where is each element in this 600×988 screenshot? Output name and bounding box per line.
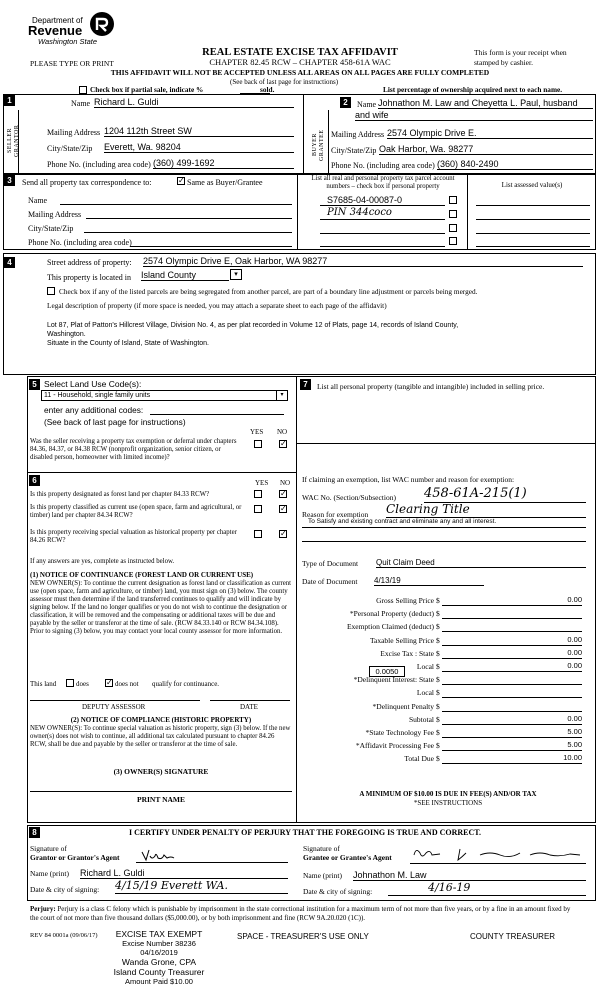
exemption-claim-label: If claiming an exemption, list WAC number and reason for exemption: bbox=[302, 475, 515, 484]
buyer-side-label: BUYER GRANTEE bbox=[312, 129, 325, 161]
seller-phone[interactable]: (360) 499-1692 bbox=[153, 158, 294, 169]
s3-city-label: City/State/Zip bbox=[28, 224, 74, 233]
seller-name-label: Name bbox=[71, 99, 91, 108]
s5-exemption-no-checkbox[interactable]: ✓ bbox=[280, 439, 287, 448]
doc-type-label: Type of Document bbox=[302, 559, 359, 568]
tax-row-value[interactable] bbox=[442, 609, 582, 619]
seller-phone-label: Phone No. (including area code) bbox=[47, 160, 151, 169]
segregated-label: Check box if any of the listed parcels are being segregated from another parcel, are part of a boundary line adjustment or parcels being merged. bbox=[59, 287, 478, 296]
tax-row-value[interactable]: 5.00 bbox=[442, 728, 582, 738]
tax-row-dollar: $ bbox=[436, 688, 440, 697]
see-instructions-note: *SEE INSTRUCTIONS bbox=[413, 799, 483, 807]
tax-row-dollar: $ bbox=[436, 662, 440, 671]
perjury-text: Perjury is a class C felony which is punishable by imprisonment in the state correctional institution for a maximum term of not more than five years, or by a fine in an amount fixed by the court of not more than five thousand dollars ($5,000.00), or by both imprisonment and fine (RCW 9A.20.020 (1C)). bbox=[30, 905, 571, 922]
s6-date-label: DATE bbox=[240, 703, 258, 711]
stamp-line-5: Island County Treasurer bbox=[113, 967, 205, 977]
send-correspondence-label: Send all property tax correspondence to: bbox=[22, 178, 152, 187]
tax-row-label: Exemption Claimed (deduct) bbox=[346, 622, 434, 631]
treasurer-use-only: SPACE - TREASURER'S USE ONLY bbox=[237, 932, 369, 941]
section-3-number: 3 bbox=[4, 175, 15, 186]
tax-row-label: *State Technology Fee bbox=[365, 728, 434, 737]
s5-see-back: (See back of last page for instructions) bbox=[44, 417, 186, 427]
notice-1-text: NEW OWNER(S): To continue the current designation as forest land or classification as current use (open space, farm and agriculture, or timber) land, you must sign on (3) below. The county assessor must then determine if the land transferred continues to qualify and will indicate by signing below. If the land no longer qualifies or you do not wish to continue the designation or classification, it will be removed and the compensating or additional taxes will be due and payable by the seller or transferor at the time of sale. (RCW 84.33.140 or RCW 84.34.108). Prior to signing (3) below, you may contact your local county assessor for more information. bbox=[30, 580, 292, 635]
partial-sale-label: Check box if partial sale, indicate % bbox=[90, 85, 204, 94]
stamp-line-4: Wanda Grone, CPA bbox=[121, 957, 197, 967]
parcel-number-1[interactable]: S7685-04-00087-0 bbox=[327, 195, 403, 205]
s6-q1-yes-checkbox[interactable] bbox=[254, 490, 262, 498]
s3-mailing-label: Mailing Address bbox=[28, 210, 82, 219]
land-use-label: Select Land Use Code(s): bbox=[44, 379, 142, 389]
does-label: does bbox=[76, 680, 89, 688]
sold-label: sold. bbox=[260, 85, 275, 94]
street-address[interactable]: 2574 Olympic Drive E, Oak Harbor, WA 98277 bbox=[143, 256, 583, 267]
does-not-label: does not bbox=[115, 680, 139, 688]
wac-label: WAC No. (Section/Subsection) bbox=[302, 493, 396, 502]
section-4-number: 4 bbox=[4, 257, 15, 268]
reason-text[interactable]: To Satisfy and existing contract and eliminate any and all interest. bbox=[308, 518, 497, 525]
tax-row-value[interactable] bbox=[442, 675, 582, 685]
additional-codes-label: enter any additional codes: bbox=[44, 405, 144, 415]
stamp-line-1: EXCISE TAX EXEMPT bbox=[115, 929, 203, 939]
buyer-name-line2[interactable]: and wife bbox=[355, 110, 593, 121]
section-2-number: 2 bbox=[340, 97, 351, 108]
tax-row-label: *Delinquent Interest: State bbox=[353, 675, 434, 684]
land-use-dropdown-icon: ▾ bbox=[276, 391, 287, 400]
tax-row-dollar: $ bbox=[436, 675, 440, 684]
buyer-phone[interactable]: (360) 840-2490 bbox=[437, 159, 593, 170]
parcel-number-2[interactable]: PIN 344coco bbox=[327, 207, 392, 218]
s6-q3: Is this property receiving special valuation as historical property per chapter 84.26 RCW? bbox=[30, 529, 237, 545]
tax-row-label: Taxable Selling Price bbox=[369, 636, 434, 645]
s3-name-label: Name bbox=[28, 196, 48, 205]
grantee-date[interactable]: 4/16-19 bbox=[388, 882, 586, 896]
notice-1-title: (1) NOTICE OF CONTINUANCE (FOREST LAND OR CURRENT USE) bbox=[30, 571, 254, 579]
tax-row-label: Excise Tax : State bbox=[380, 649, 434, 658]
s5-no-header: NO bbox=[277, 428, 288, 436]
wac-number[interactable]: 458-61A-215(1) bbox=[424, 487, 586, 503]
doc-type[interactable]: Quit Claim Deed bbox=[376, 558, 586, 568]
doc-date-label: Date of Document bbox=[302, 577, 358, 586]
parcel-4-personal-checkbox[interactable] bbox=[449, 237, 457, 245]
s6-q1: Is this property designated as forest land per chapter 84.33 RCW? bbox=[30, 491, 210, 498]
notice-2-title: (2) NOTICE OF COMPLIANCE (HISTORIC PROPERTY) bbox=[70, 716, 252, 724]
partial-sale-checkbox[interactable] bbox=[79, 86, 87, 94]
stamp-line-2: Excise Number 38236 bbox=[122, 939, 196, 948]
s6-q1-no-checkbox[interactable]: ✓ bbox=[280, 489, 287, 498]
county-treasurer-label: COUNTY TREASURER bbox=[470, 932, 556, 941]
seller-city[interactable]: Everett, Wa. 98204 bbox=[104, 142, 294, 153]
s6-any-yes: If any answers are yes, complete as instructed below. bbox=[30, 558, 175, 565]
grantor-sig-label-1: Signature of bbox=[30, 844, 67, 853]
deputy-assessor-label: DEPUTY ASSESSOR bbox=[82, 703, 146, 711]
dept-line2: Revenue bbox=[28, 23, 83, 38]
stamp-line-6: Amount Paid $10.00 bbox=[125, 977, 193, 986]
parcel-3-personal-checkbox[interactable] bbox=[449, 224, 457, 232]
grantee-date-label: Date & city of signing: bbox=[303, 887, 373, 896]
tax-row-value[interactable]: 0.00 bbox=[442, 596, 582, 606]
tax-row-dollar: $ bbox=[436, 649, 440, 658]
tax-row-label: Local bbox=[416, 688, 434, 697]
this-land-label: This land bbox=[30, 680, 57, 688]
ownership-note: List percentage of ownership acquired next to each name. bbox=[383, 85, 563, 94]
tax-row-value[interactable]: 0.00 bbox=[442, 649, 582, 659]
buyer-city[interactable]: Oak Harbor, Wa. 98277 bbox=[379, 144, 593, 155]
located-label: This property is located in bbox=[47, 273, 131, 282]
seller-name[interactable]: Richard L. Guldi bbox=[94, 97, 294, 108]
county-value: Island County bbox=[141, 270, 229, 281]
chapter-line: CHAPTER 82.45 RCW – CHAPTER 458-61A WAC bbox=[209, 57, 391, 67]
local-rate[interactable]: 0.0050 bbox=[369, 666, 405, 677]
tax-row-dollar: $ bbox=[436, 596, 440, 605]
personal-property-label: List all personal property (tangible and intangible) included in selling price. bbox=[317, 382, 545, 391]
print-name-label: PRINT NAME bbox=[137, 795, 185, 804]
s6-yes-header: YES bbox=[255, 479, 269, 487]
does-checkbox[interactable] bbox=[66, 679, 74, 687]
grantee-sig-label-2: Grantee or Grantee's Agent bbox=[303, 853, 392, 862]
section-7-number: 7 bbox=[300, 379, 311, 390]
s6-q2: Is this property classified as current use (open space, farm and agricultural, or timber) land per chapter 84.34 RCW? bbox=[30, 504, 242, 520]
grantee-sig-label-1: Signature of bbox=[303, 844, 340, 853]
s5-yes-header: YES bbox=[250, 428, 264, 436]
grantor-name-label: Name (print) bbox=[30, 869, 69, 878]
does-not-checkbox[interactable]: ✓ bbox=[106, 678, 113, 687]
seller-mailing[interactable]: 1204 112th Street SW bbox=[104, 126, 294, 137]
tax-row-value[interactable] bbox=[442, 688, 582, 698]
county-dropdown-button[interactable]: ▾ bbox=[230, 269, 242, 280]
receipt-note: This form is your receipt when stamped by cashier. bbox=[474, 48, 567, 67]
tax-row-dollar: $ bbox=[436, 636, 440, 645]
legal-line-3: Situate in the County of Island, State of Washington. bbox=[47, 340, 210, 347]
tax-row-value[interactable] bbox=[442, 622, 582, 632]
tax-row-dollar: $ bbox=[436, 754, 440, 763]
revenue-logo-icon bbox=[89, 11, 115, 37]
qualify-label: qualify for continuance. bbox=[152, 680, 220, 688]
seller-side-label: SELLER GRANTOR bbox=[7, 124, 20, 158]
seller-city-label: City/State/Zip bbox=[47, 144, 93, 153]
grantee-name[interactable]: Johnathon M. Law bbox=[353, 870, 586, 881]
grantee-name-label: Name (print) bbox=[303, 871, 342, 880]
tax-row-dollar: $ bbox=[436, 622, 440, 631]
grantee-signature[interactable] bbox=[410, 845, 585, 863]
grantor-date-label: Date & city of signing: bbox=[30, 885, 100, 894]
perjury-label: Perjury: bbox=[30, 905, 56, 913]
parcel-1-personal-checkbox[interactable] bbox=[449, 196, 457, 204]
form-revision: REV 84 0001a (09/06/17) bbox=[30, 932, 98, 939]
grantor-signature[interactable] bbox=[140, 846, 180, 862]
tax-row-dollar: $ bbox=[436, 741, 440, 750]
reason-handwritten[interactable]: Clearing Title bbox=[386, 503, 586, 518]
seller-mailing-label: Mailing Address bbox=[47, 128, 101, 137]
s6-q3-yes-checkbox[interactable] bbox=[254, 530, 262, 538]
street-label: Street address of property: bbox=[47, 258, 132, 267]
land-use-value: 11 - Household, single family units bbox=[44, 392, 151, 399]
s6-no-header: NO bbox=[280, 479, 291, 487]
s6-q2-no-checkbox[interactable]: ✓ bbox=[280, 504, 287, 513]
s3-phone-label: Phone No. (including area code) bbox=[28, 238, 132, 247]
tax-row-label: Total Due bbox=[404, 754, 434, 763]
same-as-buyer-checkbox[interactable]: ✓ bbox=[178, 176, 185, 185]
notice-2-text: NEW OWNER(S): To continue special valuation as historic property, sign (3) below. If the new owner(s) does not wish to continue, all additional tax calculated pursuant to chapter 84.26 RCW, shall be due and payable by the seller or transferor at the time of sale. bbox=[30, 725, 291, 748]
section-4-box bbox=[3, 253, 596, 375]
tax-row-dollar: $ bbox=[436, 702, 440, 711]
parcel-2-personal-checkbox[interactable] bbox=[449, 210, 457, 218]
section-1-number: 1 bbox=[4, 95, 15, 106]
dept-line3: Washington State bbox=[38, 37, 98, 46]
grantor-sig-label-2: Grantor or Grantor's Agent bbox=[30, 853, 120, 862]
land-use-select[interactable] bbox=[41, 390, 288, 401]
grantor-name[interactable]: Richard L. Guldi bbox=[80, 868, 288, 879]
buyer-name-line1[interactable]: Johnathon M. Law and Cheyetta L. Paul, husband bbox=[378, 98, 593, 109]
see-back-note: (See back of last page for instructions) bbox=[230, 78, 339, 86]
tax-row-dollar: $ bbox=[436, 609, 440, 618]
s5-exemption-yes-checkbox[interactable] bbox=[254, 440, 262, 448]
same-as-buyer-label: Same as Buyer/Grantee bbox=[187, 178, 263, 187]
stamp-line-3: 04/16/2019 bbox=[140, 948, 178, 957]
buyer-name-label: Name bbox=[357, 100, 377, 109]
buyer-phone-label: Phone No. (including area code) bbox=[331, 161, 435, 170]
tax-row-label: *Affidavit Processing Fee bbox=[355, 741, 434, 750]
legal-line-1: Lot 87, Plat of Patton's Hillcrest Village, Division No. 4, as per plat recorded in Volume 12 of Plats, page 14, records of Island County, bbox=[47, 322, 459, 329]
section-8-number: 8 bbox=[29, 827, 40, 838]
tax-row-value[interactable]: 5.00 bbox=[442, 741, 582, 751]
parcel-header: List all real and personal property tax parcel account numbers – check box if personal property bbox=[311, 175, 455, 191]
tax-row-value[interactable] bbox=[442, 702, 582, 712]
s6-q2-yes-checkbox[interactable] bbox=[254, 505, 262, 513]
tax-row-label: Gross Selling Price bbox=[376, 596, 434, 605]
tax-row-value[interactable]: 0.00 bbox=[442, 715, 582, 725]
tax-row-label: Local bbox=[416, 662, 434, 671]
grantor-date[interactable]: 4/15/19 Everett WA. bbox=[115, 880, 288, 894]
certify-statement: I CERTIFY UNDER PENALTY OF PERJURY THAT THE FOREGOING IS TRUE AND CORRECT. bbox=[129, 828, 482, 837]
buyer-mailing-label: Mailing Address bbox=[331, 130, 385, 139]
s6-q3-no-checkbox[interactable]: ✓ bbox=[280, 529, 287, 538]
owner-signature-label: (3) OWNER(S) SIGNATURE bbox=[113, 767, 209, 776]
tax-row-label: Subtotal bbox=[408, 715, 434, 724]
dept-line1: Department of bbox=[32, 16, 83, 25]
warning-line: THIS AFFIDAVIT WILL NOT BE ACCEPTED UNLESS ALL AREAS ON ALL PAGES ARE FULLY COMPLETED bbox=[110, 68, 490, 77]
segregated-checkbox[interactable] bbox=[47, 287, 55, 295]
tax-row-dollar: $ bbox=[436, 728, 440, 737]
minimum-note: A MINIMUM OF $10.00 IS DUE IN FEE(S) AND/OR TAX bbox=[359, 790, 537, 798]
page-title: REAL ESTATE EXCISE TAX AFFIDAVIT bbox=[202, 47, 398, 58]
perjury-block bbox=[30, 905, 580, 923]
tax-row-value[interactable]: 0.00 bbox=[442, 662, 582, 672]
tax-row-label: *Delinquent Penalty bbox=[372, 702, 434, 711]
assessed-header: List assessed value(s) bbox=[501, 181, 563, 189]
buyer-city-label: City/State/Zip bbox=[331, 146, 377, 155]
tax-row-label: *Personal Property (deduct) bbox=[349, 609, 434, 618]
section-6-number: 6 bbox=[29, 475, 40, 486]
reason-label: Reason for exemption bbox=[302, 510, 369, 519]
s5-exemption-question: Was the seller receiving a property tax exemption or deferral under chapters 84.36, 84.37, or 84.38 RCW (nonprofit organization, senior citizen, or disabled person, homeowner with limited income)? bbox=[30, 438, 237, 462]
tax-row-value[interactable]: 0.00 bbox=[442, 636, 582, 646]
tax-row-dollar: $ bbox=[436, 715, 440, 724]
buyer-mailing[interactable]: 2574 Olympic Drive E. bbox=[387, 128, 593, 139]
doc-date[interactable]: 4/13/19 bbox=[374, 576, 484, 586]
section-5-number: 5 bbox=[29, 379, 40, 390]
please-type: PLEASE TYPE OR PRINT bbox=[30, 59, 114, 68]
tax-row-value[interactable]: 10.00 bbox=[442, 754, 582, 764]
legal-line-2: Washington. bbox=[47, 331, 86, 338]
legal-description-label: Legal description of property (if more space is needed, you may attach a separate sheet to each page of the affidavit) bbox=[47, 301, 387, 310]
